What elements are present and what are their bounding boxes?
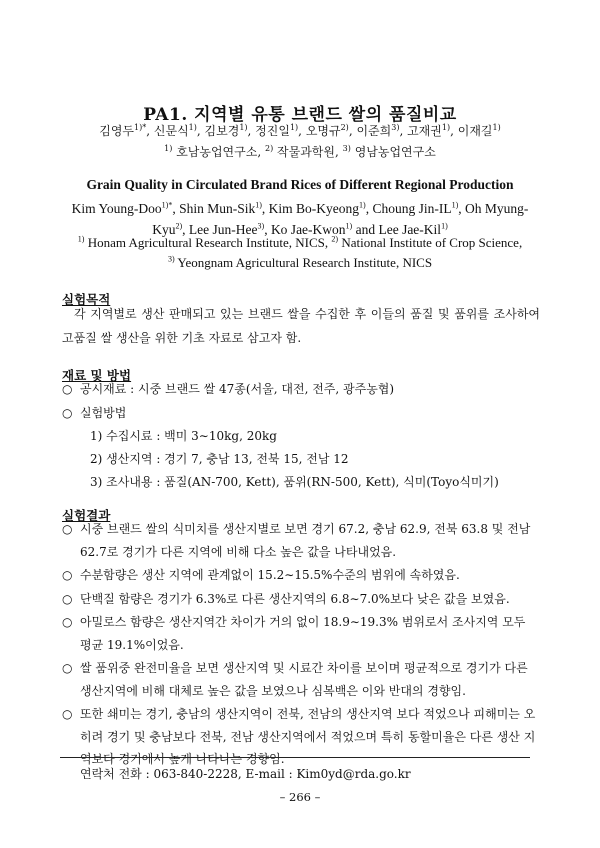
bullet-circle-icon: ○ [62, 591, 73, 606]
author-name: Kim Bo-Kyeong [268, 201, 360, 216]
author-name: Choung Jin-IL [372, 201, 452, 216]
sub-list-item: 2) 생산지역 : 경기 7, 충남 13, 전북 15, 전남 12 [90, 452, 349, 466]
section-heading-purpose: 실험목적 [62, 292, 111, 307]
list-item [62, 611, 540, 656]
author-affil-mark: 1) [289, 123, 299, 132]
author-name: 정진일 [255, 124, 290, 138]
author-affil-mark: 1)* [161, 200, 173, 210]
list-item-text: 쌀 품위중 완전미율을 보면 생산지역 및 시료간 차이를 보이며 평균적으로 경기가 다른 생산지역에 비해 대체로 높은 값을 보였으나 심복백은 이와 반대의 경향임. [80, 661, 528, 698]
affil-mark: 3) [167, 254, 175, 264]
author-name: 이준희 [356, 124, 392, 138]
author-list-english: Kim Young-Doo$^{1)*}$, Shin Mun-Sik$^{1)}$, Kim Bo-Kyeong$^{1)}$, Choung Jin-IL$^{1)}$, Oh Myung-Kyu$^{2)}$, Lee Jun-Hee$^{3)}$, Ko Jae-Kwon$^{1)}$ and Lee Jae-Kil$^{1)}$ [71, 200, 529, 237]
author-name: and Lee Jae-Kil [355, 222, 442, 237]
affil-mark: 1) [77, 234, 85, 244]
author-affil-mark: 1) [359, 200, 366, 210]
author-name: 고재권 [407, 124, 442, 138]
author-affil-mark: 1) [451, 200, 459, 210]
affiliation: Yeongnam Agricultural Research Institute, NICS [177, 255, 433, 270]
affil-mark: 2) [264, 144, 274, 153]
author-affil-mark: 1) [441, 123, 451, 132]
bullet-circle-icon: ○ [62, 382, 73, 396]
author-name: 신문식 [153, 124, 189, 138]
author-name: Oh Myung-Kyu [152, 201, 529, 237]
sub-list-item: 1) 수집시료 : 백미 3∼10kg, 20kg [90, 429, 277, 443]
sub-list-item: 3) 조사내용 : 품질(AN-700, Kett), 품위(RN-500, Kett), 식미(Toyo식미기) [90, 475, 499, 489]
page-number: – 266 – [279, 790, 321, 804]
author-name: 이재길 [457, 124, 493, 138]
author-affil-mark: 1) [188, 123, 197, 132]
list-item-text: 시중 브랜드 쌀의 식미치를 생산지별로 보면 경기 67.2, 충남 62.9, 전북 63.8 및 전남 62.7로 경기가 다른 지역에 비해 다소 높은 값을 나타내었음. [80, 522, 531, 559]
author-name: Ko Jae-Kwon [270, 222, 346, 237]
bullet-circle-icon: ○ [62, 615, 73, 629]
affiliation: National Institute of Crop Science, [341, 235, 523, 250]
paper-title-english: Grain Quality in Circulated Brand Rices of Different Regional Production [86, 177, 514, 192]
affiliation-list-korean [0, 143, 600, 160]
author-affil-mark: 2) [175, 221, 183, 231]
affil-mark: 1) [164, 144, 173, 153]
list-item [62, 588, 540, 611]
author-name: 오명규 [305, 124, 341, 138]
list-item-text: 실험방법 [80, 405, 127, 420]
author-name: Shin Mun-Sik [179, 201, 256, 216]
list-item [62, 657, 540, 702]
affiliation: 호남농업연구소, [176, 145, 262, 159]
affiliation: Honam Agricultural Research Institute, NICS, [87, 235, 329, 250]
author-affil-mark: 1) [239, 123, 248, 132]
affil-mark: 2) [331, 234, 339, 244]
author-name: 김보경 [204, 124, 240, 138]
author-affil-mark: 1) [441, 221, 448, 231]
bullet-circle-icon: ○ [62, 522, 73, 536]
list-item-text: 공시재료 : 시중 브랜드 쌀 47종(서울, 대전, 전주, 광주농협) [80, 382, 395, 396]
methods-list [62, 378, 540, 494]
affiliation: 작물과학원, [277, 145, 339, 159]
author-affil-mark: 3) [391, 123, 400, 132]
paper-title-korean: PA1. 지역별 유통 브랜드 쌀의 품질비교 [143, 105, 457, 125]
author-affil-mark: 1) [345, 221, 353, 231]
list-item-text: 아밀로스 함량은 생산지역간 차이가 거의 없이 18.9∼19.3% 범위로서 조사지역 모두 평균 19.1%이었음. [80, 615, 526, 652]
list-item [62, 564, 540, 587]
bullet-circle-icon: ○ [62, 661, 73, 675]
bullet-circle-icon: ○ [62, 568, 73, 582]
author-name: 김영두 [99, 124, 135, 138]
author-name: Lee Jun-Hee [188, 222, 258, 237]
affiliation-list-english [40, 233, 560, 273]
list-item-text: 또한 쇄미는 경기, 충남의 생산지역이 전북, 전남의 생산지역 보다 적었으나 피해미는 오히려 경기 및 충남보다 전북, 전남 생산지역에서 적었으며 특히 동할미율은 다른 생산 지역보다 경기에서 높게 나타나는 경향임. [80, 707, 536, 766]
purpose-text: 각 지역별로 생산 판매되고 있는 브랜드 쌀을 수집한 후 이들의 품질 및 품위를 조사하여 고품질 쌀 생산을 위한 기초 자료로 삼고자 함. [62, 307, 540, 345]
list-item-text: 수분함량은 생산 지역에 관계없이 15.2∼15.5%수준의 범위에 속하였음. [80, 568, 460, 582]
purpose-paragraph [62, 302, 540, 350]
affiliation: 영남농업연구소 [354, 145, 436, 159]
author-name: Kim Young-Doo [71, 201, 162, 216]
results-list [62, 518, 540, 772]
section-heading-results: 실험결과 [62, 508, 111, 523]
list-item-text: 단백질 함량은 경기가 6.3%로 다른 생산지역의 6.8∼7.0%보다 낮은 값을 보였음. [80, 591, 510, 606]
footer-divider [60, 757, 530, 758]
author-affil-mark: 3) [257, 221, 265, 231]
author-affil-mark: 1)* [134, 123, 147, 132]
bullet-circle-icon: ○ [62, 405, 73, 420]
list-item [62, 378, 540, 401]
author-affil-mark: 1) [255, 200, 262, 210]
list-item [62, 703, 540, 771]
list-item [62, 402, 540, 425]
section-heading-methods: 재료 및 방법 [62, 368, 132, 383]
author-list-korean: 김영두$^{1)*}$, 신문식$^{1)}$, 김보경$^{1)}$, 정진일$^{1)}$, 오명규$^{2)}$, 이준희$^{3)}$, 고재권$^{1)}$, 이재길$^{1)}$ [99, 123, 501, 138]
bullet-circle-icon: ○ [62, 707, 73, 721]
list-item [62, 518, 540, 563]
contact-info: 연락처 전화 : 063-840-2228, E-mail : Kim0yd@rda.go.kr [80, 767, 411, 781]
affil-mark: 3) [342, 144, 351, 153]
author-affil-mark: 1) [492, 123, 501, 132]
author-affil-mark: 2) [340, 123, 349, 132]
